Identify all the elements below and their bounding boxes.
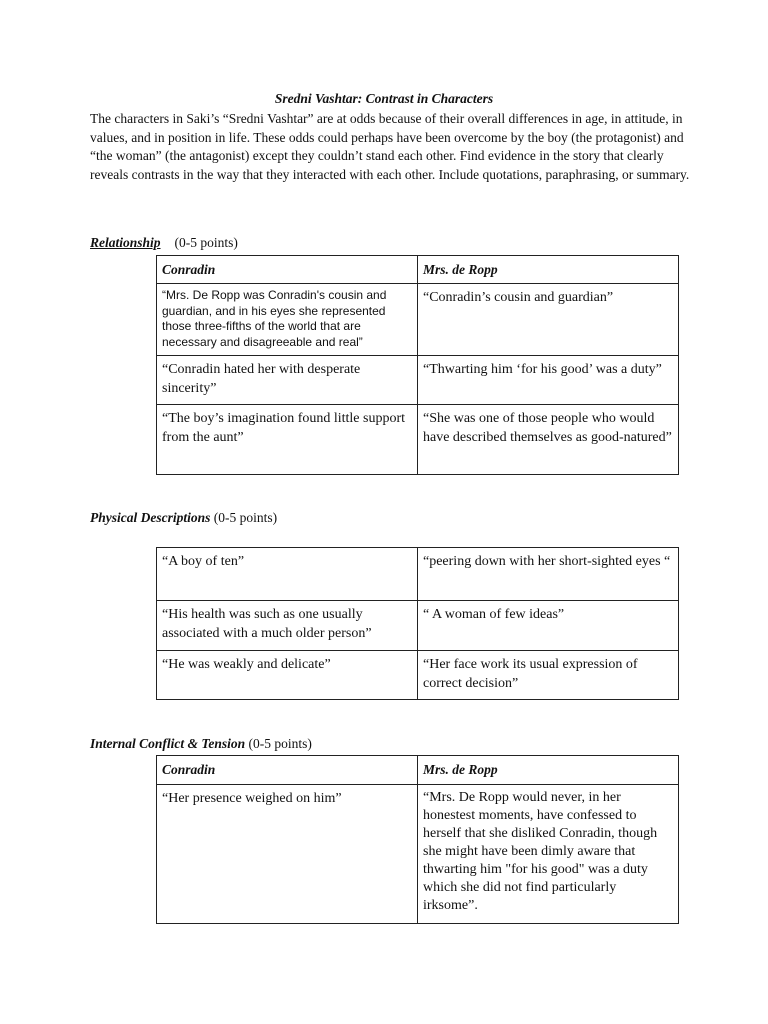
table-header-row — [157, 256, 679, 284]
conflict-points: (0-5 points) — [248, 736, 312, 751]
relationship-table — [156, 255, 679, 475]
physical-label: Physical Descriptions — [90, 510, 211, 525]
table-cell: “The boy’s imagination found little support from the aunt” — [157, 405, 418, 475]
table-cell: “Her presence weighed on him” — [157, 785, 418, 924]
conflict-label: Internal Conflict & Tension — [90, 736, 246, 751]
physical-table — [156, 547, 679, 700]
relationship-points: (0-5 points) — [174, 235, 238, 250]
table-cell: “peering down with her short-sighted eyes “ — [418, 548, 679, 601]
physical-points: (0-5 points) — [213, 510, 278, 525]
table-row — [157, 651, 679, 700]
column-header-mrs-de-ropp: Mrs. de Ropp — [418, 756, 679, 785]
table-cell: “ A woman of few ideas” — [418, 601, 679, 651]
table-row — [157, 785, 679, 924]
table-cell: “Mrs. De Ropp was Conradin's cousin and guardian, and in his eyes she represented those three-fifths of the world that are necessary and disagreeable and real” — [157, 284, 418, 356]
relationship-heading — [90, 235, 238, 251]
table-row — [157, 601, 679, 651]
table-cell: “A boy of ten” — [157, 548, 418, 601]
table-cell: “Thwarting him ‘for his good’ was a duty” — [418, 356, 679, 405]
document-title: Sredni Vashtar: Contrast in Characters — [274, 91, 494, 106]
intro-paragraph: The characters in Saki’s “Sredni Vashtar” are at odds because of their overall differences in age, in attitude, in values, and in position in life. These odds could perhaps have been overcome by the boy (the protagonist) and “the woman” (the antagonist) except they couldn’t stand each other. Find evidence in the story that clearly reveals contrasts in the way that they interacted with each other. Include quotations, paraphrasing, or summary. — [90, 111, 690, 182]
column-header-conradin: Conradin — [157, 756, 418, 785]
conflict-heading — [90, 736, 312, 752]
table-cell: “Conradin’s cousin and guardian” — [418, 284, 679, 356]
table-cell: “She was one of those people who would have described themselves as good-natured” — [418, 405, 679, 475]
table-cell: “Conradin hated her with desperate sincerity” — [157, 356, 418, 405]
table-row — [157, 284, 679, 356]
table-row — [157, 405, 679, 475]
relationship-label: Relationship — [90, 235, 161, 250]
conflict-table — [156, 755, 679, 924]
table-cell: “Mrs. De Ropp would never, in her honestest moments, have confessed to herself that she disliked Conradin, though she might have been dimly aware that thwarting him "for his good" was a duty which she did not find particularly irksome”. — [418, 785, 679, 924]
table-cell: “His health was such as one usually associated with a much older person” — [157, 601, 418, 651]
table-cell: “He was weakly and delicate” — [157, 651, 418, 700]
column-header-conradin: Conradin — [157, 256, 418, 284]
table-row — [157, 548, 679, 601]
physical-heading — [90, 510, 277, 526]
column-header-mrs-de-ropp: Mrs. de Ropp — [418, 256, 679, 284]
table-header-row — [157, 756, 679, 785]
table-row — [157, 356, 679, 405]
table-cell: “Her face work its usual expression of correct decision” — [418, 651, 679, 700]
